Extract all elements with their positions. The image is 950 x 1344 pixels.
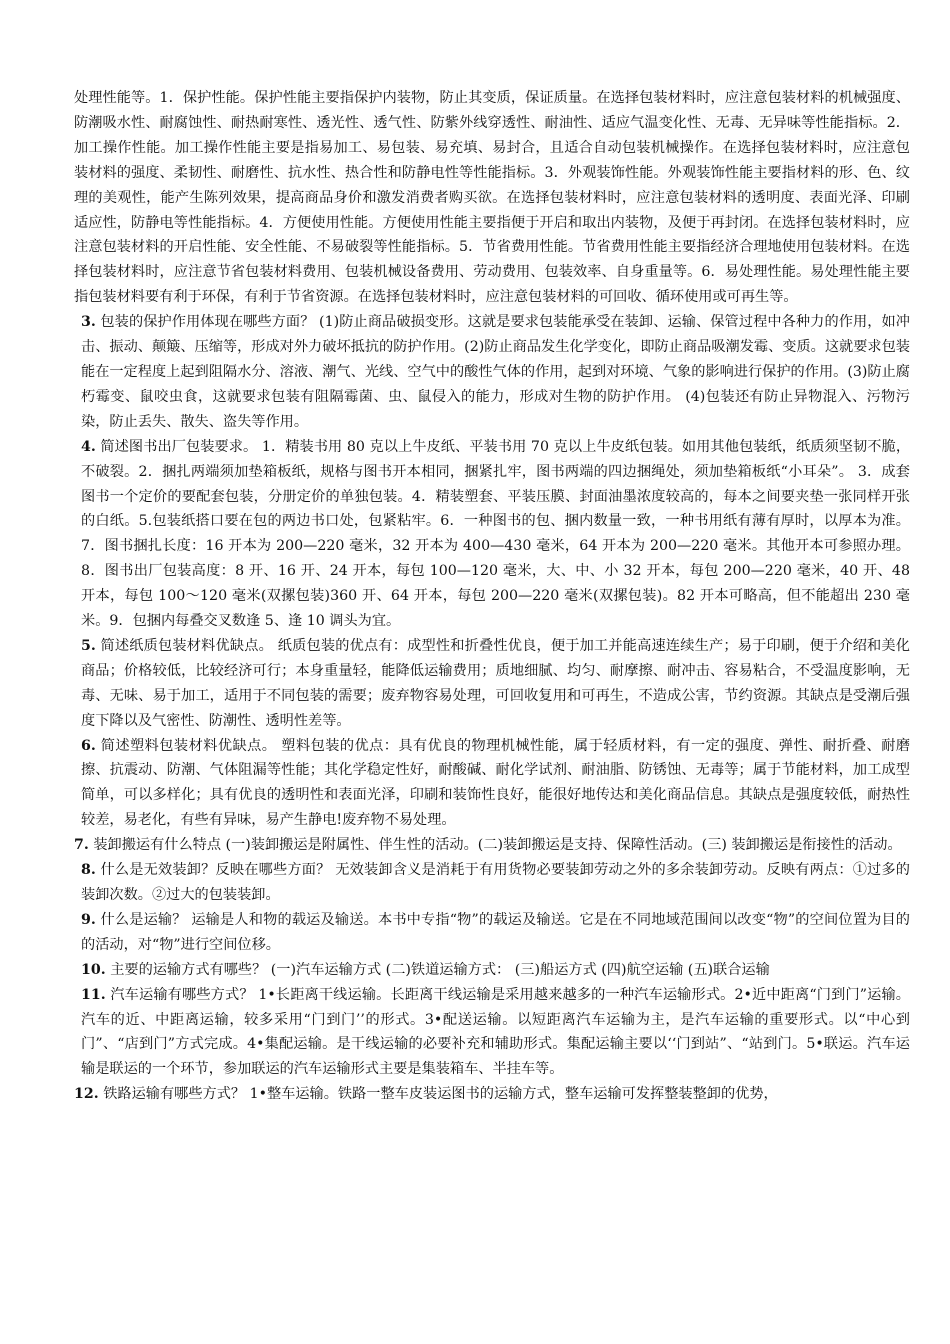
- question-number: 11.: [81, 986, 106, 1003]
- question-7: [74, 833, 910, 858]
- question-number: 9.: [81, 911, 96, 928]
- question-text: 什么是无效装卸？反映在哪些方面？ 无效装卸含义是消耗于有用货物必要装卸劳动之外的多余装卸劳动。反映有两点：①过多的装卸次数。②过大的包装装卸。: [81, 862, 910, 903]
- question-9: [74, 908, 910, 958]
- question-number: 8.: [81, 862, 96, 879]
- question-8: [74, 858, 910, 908]
- question-number: 10.: [81, 961, 106, 978]
- question-5: [74, 634, 910, 734]
- question-number: 12.: [74, 1086, 99, 1103]
- question-text: 简述塑料包装材料优缺点。 塑料包装的优点：具有优良的物理机械性能，属于轻质材料，有一定的强度、弹性、耐折叠、耐磨擦、抗震动、防潮、气体阻漏等性能；其化学稳定性好，耐酸碱、耐化学试剂、耐油脂、防锈蚀、无毒等；属于节能材料，加工成型简单，可以多样化；具有优良的透明性和表面光泽，印刷和装饰性良好，能很好地传达和美化商品信息。其缺点是强度较低，耐热性较差，易老化，有些有异味，易产生静电!废弃物不易处理。: [81, 737, 911, 829]
- question-text: 简述纸质包装材料优缺点。 纸质包装的优点有：成型性和折叠性优良，便于加工并能高速连续生产；易于印刷，便于介绍和美化商品；价格较低，比较经济可行；本身重量轻，能降低运输费用；质地细腻、均匀、耐摩擦、耐冲击、容易粘合，不受温度影响，无毒、无味、易于加工，适用于不同包装的需要；废弃物容易处理，可回收复用和可再生，不造成公害，节约资源。其缺点是受潮后强度下降以及气密性、防潮性、透明性差等。: [81, 637, 910, 729]
- question-12: [74, 1082, 910, 1107]
- question-3: [74, 310, 910, 435]
- question-text: 汽车运输有哪些方式？ 1•长距离干线运输。长距离干线运输是采用越来越多的一种汽车运输形式。2•近中距离“门到门”运输。汽车的近、中距离运输，较多采用“门到门’’的形式。3•配送运输。以短距离汽车运输为主，是汽车运输的重要形式。以“中心到门”、“店到门”方式完成。4•集配运输。是干线运输的必要补充和辅助形式。集配运输主要以‘‘门到站”、“站到门。5•联运。汽车运输是联运的一个环节，参加联运的汽车运输形式主要是集装箱车、半挂车等。: [81, 986, 910, 1078]
- question-number: 5.: [81, 637, 96, 654]
- question-text: 铁路运输有哪些方式？ 1•整车运输。铁路一整车皮装运图书的运输方式，整车运输可发挥整装整卸的优势，: [103, 1086, 778, 1103]
- question-number: 4.: [81, 438, 96, 455]
- question-6: [74, 734, 910, 834]
- question-text: 什么是运输？ 运输是人和物的载运及输送。本书中专指“物”的载运及输送。它是在不同地域范围间以改变“物”的空间位置为目的的活动，对“物”进行空间位移。: [81, 911, 910, 953]
- question-text: 主要的运输方式有哪些？ (一)汽车运输方式 (二)铁道运输方式： (三)船运方式 (四)航空运输 (五)联合运输: [110, 961, 770, 978]
- question-11: [74, 983, 910, 1083]
- paragraph-text: 处理性能等。1．保护性能。保护性能主要指保护内装物，防止其变质，保证质量。在选择包装材料时，应注意包装材料的机械强度、防潮吸水性、耐腐蚀性、耐热耐寒性、透光性、透气性、防紫外线穿透性、耐油性、适应气温变化性、无毒、无异味等性能指标。2．加工操作性能。加工操作性能主要是指易加工、易包装、易充填、易封合，且适合自动包装机械操作。在选择包装材料时，应注意包装材料的强度、柔韧性、耐磨性、抗水性、热合性和防静电性等性能指标。3．外观装饰性能。外观装饰性能主要指材料的形、色、纹理的美观性，能产生陈列效果，提高商品身价和激发消费者购买欲。在选择包装材料时，应注意包装材料的透明度、表面光泽、印刷适应性，防静电等性能指标。4．方便使用性能。方便使用性能主要指便于开启和取出内装物，及便于再封闭。在选择包装材料时，应注意包装材料的开启性能、安全性能、不易破裂等性能指标。5．节省费用性能。节省费用性能主要指经济合理地使用包装材料。在选择包装材料时，应注意节省包装材料费用、包装机械设备费用、劳动费用、包装效率、自身重量等。6．易处理性能。易处理性能主要指包装材料要有利于环保，有利于节省资源。在选择包装材料时，应注意包装材料的可回收、循环使用或可再生等。: [74, 90, 910, 306]
- question-number: 3.: [81, 314, 96, 331]
- question-10: [74, 958, 910, 983]
- question-number: 7.: [74, 837, 89, 854]
- question-number: 6.: [81, 737, 96, 754]
- question-text: 装卸搬运有什么特点 (一)装卸搬运是附属性、伴生性的活动。(二)装卸搬运是支持、保障性活动。(三) 装卸搬运是衔接性的活动。: [93, 837, 902, 854]
- question-4: [74, 435, 910, 634]
- document-body: [74, 86, 910, 1107]
- paragraph-continuation: [74, 86, 910, 310]
- question-text: 包装的保护作用体现在哪些方面？ (1)防止商品破损变形。这就是要求包装能承受在装卸、运输、保管过程中各种力的作用，如冲击、振动、颠簸、压缩等，形成对外力破坏抵抗的防护作用。(2)防止商品发生化学变化，即防止商品吸潮发霉、变质。这就要求包装能在一定程度上起到阻隔水分、溶液、潮气、光线、空气中的酸性气体的作用，起到对环境、气象的影响进行保护的作用。(3)防止腐朽霉变、鼠咬虫食，这就要求包装有阻隔霉菌、虫、鼠侵入的能力，形成对生物的防护作用。 (4)包装还有防止异物混入、污物污染，防止丢失、散失、盗失等作用。: [81, 314, 910, 430]
- question-text: 简述图书出厂包装要求。 1．精装书用 80 克以上牛皮纸、平装书用 70 克以上牛皮纸包装。如用其他包装纸，纸质须坚韧不脆，不破裂。2．捆扎两端须加垫箱板纸，规格与图书开本相同，捆紧扎牢，图书两端的四边捆绳处，须加垫箱板纸“小耳朵”。 3．成套图书一个定价的要配套包装，分册定价的单独包装。4．精装塑套、平装压膜、封面油墨浓度较高的，每本之间要夹垫一张同样开张的白纸。5.包装纸搭口要在包的两边书口处，包紧粘牢。6．一种图书的包、捆内数量一致，一种书用纸有薄有厚时，以厚本为准。7．图书捆扎长度：16 开本为 200—220 毫米，32 开本为 400—430 毫米，64 开本为 200—220 毫米。其他开本可参照办理。8．图书出厂包装高度：8 开、16 开、24 开本，每包 100—120 毫米，大、中、小 32 开本，每包 200—220 毫米，40 开、48 开本，每包 100～120 毫米(双摞包装)360 开、64 开本，每包 200—220 毫米(双摞包装)。82 开本可略高，但不能超出 230 毫米。9．包捆内每叠交叉数逢 5、逢 10 调头为宜。: [81, 438, 911, 630]
